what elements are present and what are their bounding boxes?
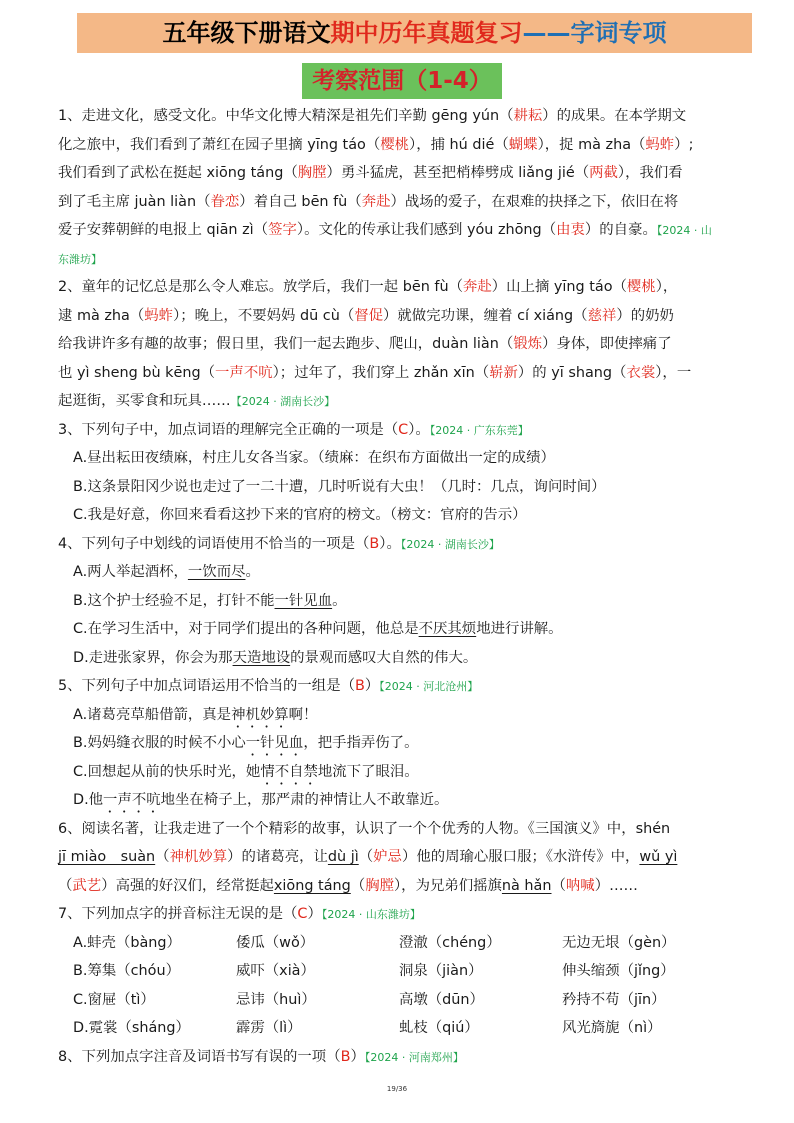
- q7-cell: 澄澈（chéng）: [399, 934, 501, 951]
- q2-answer: 一声不吭: [215, 364, 273, 381]
- q1-answer: 蚂蚱: [645, 136, 675, 153]
- q2-answer: 锻炼: [513, 336, 543, 352]
- q1-answer: 签字: [268, 222, 297, 238]
- q2-text: ），一: [655, 364, 692, 381]
- page-number: 19/36: [386, 1085, 408, 1093]
- q6-text: ）高强的好汉们，经常挺起: [101, 877, 274, 894]
- q3-answer: C: [398, 421, 409, 438]
- q2-line: [58, 330, 738, 359]
- q7-cell: A.蚌壳（bàng）: [73, 934, 181, 951]
- q7-option-row: [58, 986, 738, 1015]
- q7-option-row: [58, 929, 738, 958]
- option-text: 地进行讲解。: [476, 621, 563, 637]
- underlined-word: 一饮而尽: [187, 564, 246, 580]
- q3-text: ）。: [408, 421, 430, 438]
- q1-line: [58, 188, 738, 217]
- q4-answer: B: [369, 535, 380, 552]
- dotted-word: 一声不吭: [103, 792, 161, 808]
- q7-cell: 风光旖旎（nì）: [562, 1020, 662, 1036]
- pinyin-underlined: jī miào suàn: [58, 849, 156, 865]
- q2-text: 2、童年的记忆总是那么令人难忘。放学后，我们一起 bēn fù（: [58, 279, 463, 295]
- q2-text: ）就做完功课，缠着 cí xiáng（: [383, 307, 588, 324]
- q1-answer: 眷恋: [210, 193, 240, 210]
- q6-text: ）他的周瑜心服口服；《水浒传》中，: [401, 849, 640, 865]
- q1-text: 1、走进文化，感受文化。中华文化博大精深是祖先们辛勤 gēng yún（: [58, 108, 514, 124]
- title-part-exam: 期中历年真题复习: [330, 19, 523, 47]
- q6-line: 6、阅读名著，让我走进了一个个精彩的故事，认识了一个个优秀的人物。《三国演义》中，shén: [58, 820, 671, 837]
- underlined-word: 一针见血: [274, 592, 333, 609]
- option-text: A.诸葛亮草船借箭，真是: [73, 706, 232, 723]
- q1-answer: 奔赴: [361, 193, 391, 210]
- q7-option-row: [58, 1014, 738, 1043]
- q7-stem: [58, 900, 738, 929]
- q4-option-b: [58, 587, 738, 616]
- q1-text: ）。文化的传承让我们感到 yóu zhōng（: [296, 222, 557, 238]
- q6-text: （: [58, 877, 73, 894]
- q1-line: [58, 102, 738, 131]
- q2-text: 逮 mà zha（: [58, 307, 145, 324]
- q5-option-d: [58, 786, 738, 815]
- q3-option-a: A.昼出耘田夜绩麻，村庄儿女各当家。（绩麻：在织布方面做出一定的成绩）: [73, 450, 555, 466]
- q5-option-c: [58, 758, 738, 787]
- q5-option-b: [58, 729, 738, 758]
- q1-line: [58, 131, 738, 160]
- q7-cell: 洞泉（jiàn）: [399, 963, 483, 979]
- option-text: B.妈妈缝衣服的时候不小心: [73, 735, 246, 751]
- q8-text: 8、下列加点字注音及词语书写有误的一项（: [58, 1048, 341, 1065]
- q6-answer: 神机妙算: [169, 849, 228, 865]
- q6-text: ）的诸葛亮，让: [227, 849, 328, 865]
- q2-text: 起逛街，买零食和玩具……: [58, 393, 231, 409]
- q7-cell: 虬枝（qiú）: [399, 1020, 479, 1036]
- q1-line: [58, 159, 738, 188]
- q7-cell: D.霓裳（sháng）: [73, 1020, 190, 1036]
- q1-source-tag: 【2024 · 山: [656, 224, 712, 237]
- q4-text: ）。: [379, 535, 401, 552]
- q6-text: （: [358, 849, 374, 865]
- q1-text: ）的成果。在本学期文: [542, 108, 687, 124]
- q2-answer: 衣裳: [626, 364, 656, 381]
- pinyin-underlined: xiōng táng: [273, 877, 351, 894]
- q2-answer: 督促: [354, 307, 384, 324]
- q4-source-tag: 【2024 · 湖南长沙】: [400, 537, 500, 551]
- q2-answer: 蚂蚱: [144, 307, 174, 324]
- q7-option-row: [58, 957, 738, 986]
- q1-source-tag: 东潍坊】: [58, 252, 102, 266]
- q2-text: ）身体，即使摔痛了: [542, 336, 672, 352]
- option-text: 地坐在椅子上，那严肃的神情让人不敢靠近。: [160, 792, 449, 808]
- q5-source-tag: 【2024 · 河北沧州】: [379, 680, 479, 693]
- q1-text: ）勇斗猛虎，甚至把梢棒劈成 liǎng jié（: [326, 165, 590, 181]
- q4-stem: [58, 530, 738, 559]
- question-content: [58, 102, 738, 1071]
- q2-answer: 慈祥: [587, 307, 617, 324]
- q5-answer: B: [354, 678, 365, 694]
- q1-answer: 两截: [589, 165, 618, 181]
- q7-source-tag: 【2024 · 山东潍坊】: [321, 908, 421, 921]
- q1-answer: 蝴蝶: [508, 136, 538, 153]
- q2-answer: 崭新: [489, 364, 518, 381]
- q1-line: [58, 245, 738, 274]
- dotted-word: 神机妙算: [231, 706, 289, 723]
- q6-text: （: [350, 877, 366, 894]
- q6-text: ）……: [594, 877, 638, 894]
- q4-text: 4、下列句子中划线的词语使用不恰当的一项是（: [58, 535, 370, 552]
- q5-text: ）: [364, 678, 380, 694]
- q2-text: ）的奶奶: [616, 307, 674, 324]
- q1-text: 到了毛主席 juàn liàn（: [58, 193, 211, 210]
- option-text: C.回想起从前的快乐时光，她: [73, 763, 261, 780]
- q1-text: ）;: [674, 136, 694, 153]
- q4-option-a: [58, 558, 738, 587]
- q1-text: ）着自己 bēn fù（: [239, 193, 362, 210]
- q6-answer: 胸膛: [365, 877, 394, 894]
- title-part-grade: 五年级下册语文: [162, 19, 331, 47]
- title-part-topic: ——字词专项: [522, 19, 667, 47]
- q7-answer: C: [297, 906, 308, 922]
- q2-text: ），: [655, 279, 678, 295]
- q7-cell: 伸头缩颈（jǐng）: [562, 963, 675, 979]
- q4-option-c: [58, 615, 738, 644]
- option-text: 的景观而感叹大自然的伟大。: [290, 649, 478, 666]
- q1-answer: 由衷: [556, 222, 585, 238]
- q1-text: ），捕 hú dié（: [409, 136, 509, 153]
- option-text: ，把手指弄伤了。: [303, 735, 419, 751]
- dotted-word: 情不自禁: [260, 763, 318, 780]
- q3-source-tag: 【2024 · 广东东莞】: [429, 423, 529, 437]
- q5-text: 5、下列句子中加点词语运用不恰当的一组是（: [58, 678, 355, 694]
- q1-line: [58, 216, 738, 245]
- q6-answer: 呐喊: [565, 877, 595, 894]
- q7-text: ）: [307, 906, 322, 922]
- q2-text: 也 yì sheng bù kēng（: [58, 364, 216, 381]
- q1-answer: 耕耘: [513, 108, 543, 124]
- option-text: 地流下了眼泪。: [317, 763, 419, 780]
- q6-text: （: [155, 849, 170, 865]
- q6-line: [58, 843, 738, 872]
- q1-text: ），捉 mà zha（: [537, 136, 646, 153]
- q8-answer: B: [340, 1048, 351, 1065]
- q1-answer: 胸膛: [297, 165, 327, 181]
- option-text: D.他: [73, 792, 104, 808]
- q7-cell: C.窗屉（tì）: [73, 991, 155, 1008]
- dotted-word: 一针见血: [245, 735, 304, 751]
- q7-cell: 倭瓜（wǒ）: [236, 934, 315, 951]
- underlined-word: 天造地设: [232, 649, 291, 666]
- q2-line: [58, 302, 738, 331]
- option-text: 。: [245, 564, 260, 580]
- q8-source-tag: 【2024 · 河南郑州】: [364, 1050, 464, 1064]
- q1-answer: 樱桃: [380, 136, 410, 153]
- option-text: 。: [332, 592, 347, 609]
- q5-option-a: [58, 701, 738, 730]
- q2-text: ）；晚上，不要妈妈 dū cù（: [173, 307, 355, 324]
- q6-text: （: [551, 877, 566, 894]
- q2-answer: 奔赴: [462, 279, 492, 295]
- q8-text: ）: [350, 1048, 365, 1065]
- q3-stem: [58, 416, 738, 445]
- q2-text: ）山上摘 yīng táo（: [491, 279, 627, 295]
- q1-text: ）的自豪。: [584, 222, 657, 238]
- pinyin-underlined: wǔ yì: [639, 849, 678, 865]
- q5-stem: [58, 672, 738, 701]
- q3-text: 3、下列句子中，加点词语的理解完全正确的一项是（: [58, 421, 399, 438]
- q4-option-d: [58, 644, 738, 673]
- q7-cell: 无边无垠（gèn）: [562, 934, 676, 951]
- q7-cell: 霹雳（lì）: [236, 1020, 302, 1036]
- q7-cell: 威吓（xià）: [236, 963, 315, 979]
- q2-line: [58, 273, 738, 302]
- q1-text: 化之旅中，我们看到了萧红在园子里摘 yīng táo（: [58, 136, 381, 153]
- q7-text: 7、下列加点字的拼音标注无误的是（: [58, 906, 298, 922]
- q3-option-b: B.这条景阳冈少说也走过了一二十遭，几时听说有大虫！（几时：几点，询问时间）: [73, 478, 606, 495]
- q2-line: [58, 387, 738, 416]
- option-text: 啊！: [288, 706, 318, 723]
- q8-stem: [58, 1043, 738, 1072]
- q2-text: ）的 yī shang（: [517, 364, 627, 381]
- option-text: A.两人举起酒杯，: [73, 564, 188, 580]
- q1-text: 我们看到了武松在挺起 xiōng táng（: [58, 165, 298, 181]
- q6-text: ），为兄弟们摇旗: [393, 877, 502, 894]
- q7-cell: B.筹集（chóu）: [73, 963, 180, 979]
- option-text: D.走进张家界，你会为那: [73, 649, 233, 666]
- page-title-banner: [77, 13, 752, 53]
- q2-source-tag: 【2024 · 湖南长沙】: [230, 395, 336, 408]
- q2-line: [58, 359, 738, 388]
- q6-answer: 妒忌: [373, 849, 402, 865]
- q7-cell: 忌讳（huì）: [236, 991, 316, 1008]
- q2-answer: 樱桃: [626, 279, 656, 295]
- q3-option-c: C.我是好意，你回来看看这抄下来的官府的榜文。（榜文：官府的告示）: [73, 507, 527, 523]
- q1-text: ）战场的爱子，在艰难的抉择之下，依旧在将: [390, 193, 679, 210]
- option-text: C.在学习生活中，对于同学们提出的各种问题，他总是: [73, 621, 419, 637]
- option-text: B.这个护士经验不足，打针不能: [73, 592, 275, 609]
- q7-cell: 矜持不苟（jīn）: [562, 991, 666, 1008]
- pinyin-underlined: dù jì: [327, 849, 359, 865]
- q7-cell: 高墩（dūn）: [399, 991, 484, 1008]
- q2-text: ）；过年了，我们穿上 zhǎn xīn（: [272, 364, 490, 381]
- underlined-word: 不厌其烦: [418, 621, 477, 637]
- pinyin-underlined: nà hǎn: [501, 877, 552, 894]
- q2-text: 给我讲许多有趣的故事；假日里，我们一起去跑步、爬山，duàn liàn（: [58, 336, 514, 352]
- scope-badge: 考察范围（1-4）: [302, 63, 502, 99]
- q1-text: ），我们看: [617, 165, 683, 181]
- q6-answer: 武艺: [72, 877, 102, 894]
- q1-text: 爱子安葬朝鲜的电报上 qiān zì（: [58, 222, 269, 238]
- q6-line: [58, 872, 738, 901]
